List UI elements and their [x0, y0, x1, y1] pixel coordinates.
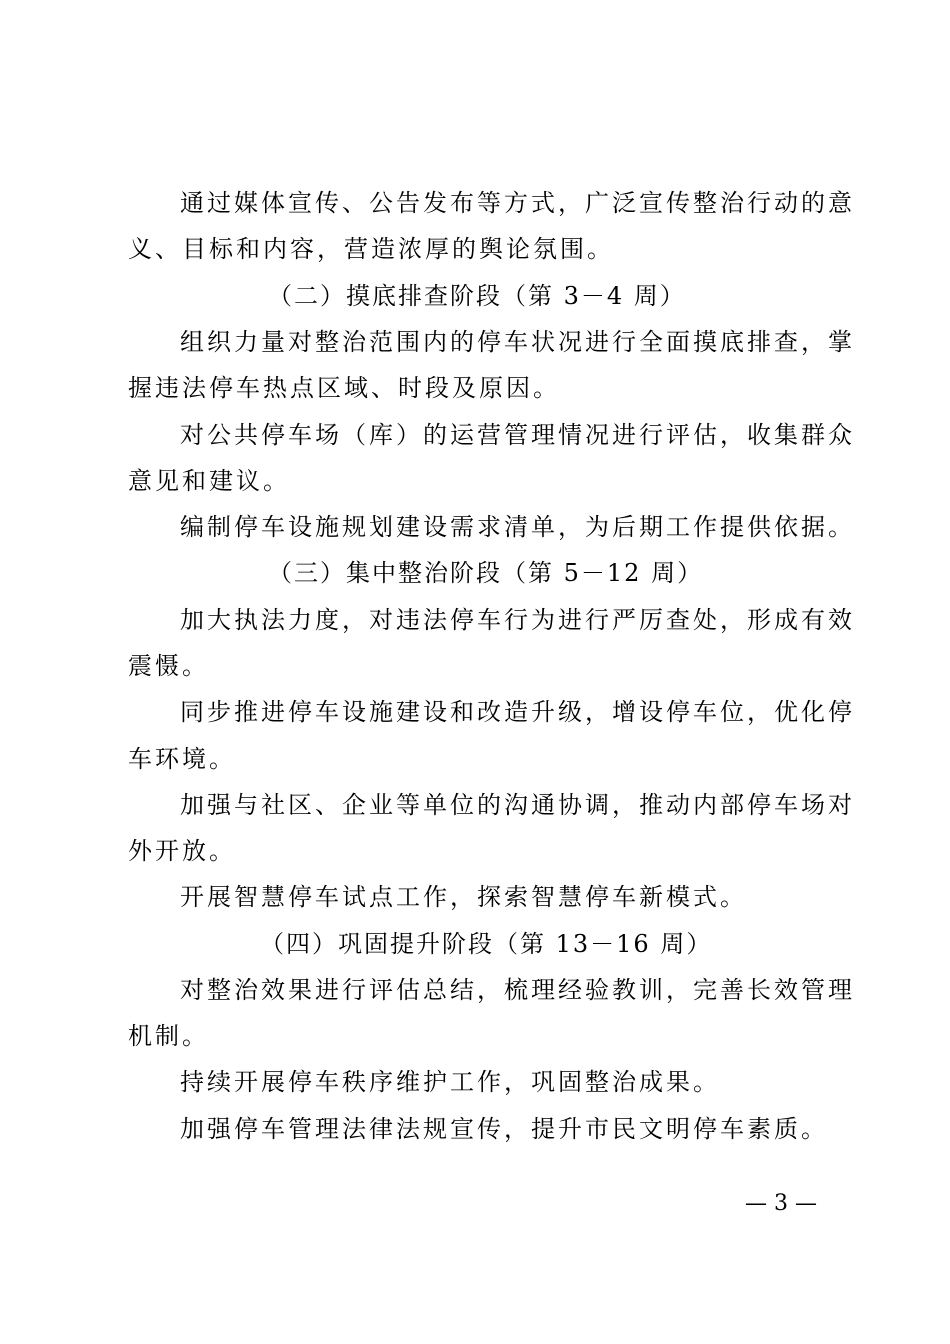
- paragraph-line: 同步推进停车设施建设和改造升级，增设停车位，优化停: [180, 698, 855, 726]
- section-heading: （四）巩固提升阶段（第 13－16 周）: [260, 930, 713, 958]
- paragraph-line: 对公共停车场（库）的运营管理情况进行评估，收集群众: [180, 421, 855, 449]
- paragraph-line: 机制。: [128, 1022, 209, 1050]
- paragraph-line: 握违法停车热点区域、时段及原因。: [128, 374, 560, 402]
- paragraph-line: 开展智慧停车试点工作，探索智慧停车新模式。: [180, 883, 747, 911]
- paragraph-line: 持续开展停车秩序维护工作，巩固整治成果。: [180, 1068, 720, 1096]
- paragraph-line: 编制停车设施规划建设需求清单，为后期工作提供依据。: [180, 513, 855, 541]
- paragraph-line: 加大执法力度，对违法停车行为进行严厉查处，形成有效: [180, 606, 855, 634]
- section-heading: （二）摸底排查阶段（第 3－4 周）: [268, 282, 686, 310]
- paragraph-line: 加强停车管理法律法规宣传，提升市民文明停车素质。: [180, 1115, 828, 1143]
- page-number: — 3 —: [745, 1191, 817, 1216]
- section-heading: （三）集中整治阶段（第 5－12 周）: [268, 559, 704, 587]
- paragraph-line: 对整治效果进行评估总结，梳理经验教训，完善长效管理: [180, 976, 855, 1004]
- paragraph-line: 加强与社区、企业等单位的沟通协调，推动内部停车场对: [180, 791, 855, 819]
- paragraph-line: 通过媒体宣传、公告发布等方式，广泛宣传整治行动的意: [180, 189, 855, 217]
- paragraph-line: 义、目标和内容，营造浓厚的舆论氛围。: [128, 235, 614, 263]
- paragraph-line: 车环境。: [128, 745, 236, 773]
- paragraph-line: 组织力量对整治范围内的停车状况进行全面摸底排查，掌: [180, 328, 855, 356]
- paragraph-line: 意见和建议。: [128, 467, 290, 495]
- paragraph-line: 震慑。: [128, 652, 209, 680]
- paragraph-line: 外开放。: [128, 837, 236, 865]
